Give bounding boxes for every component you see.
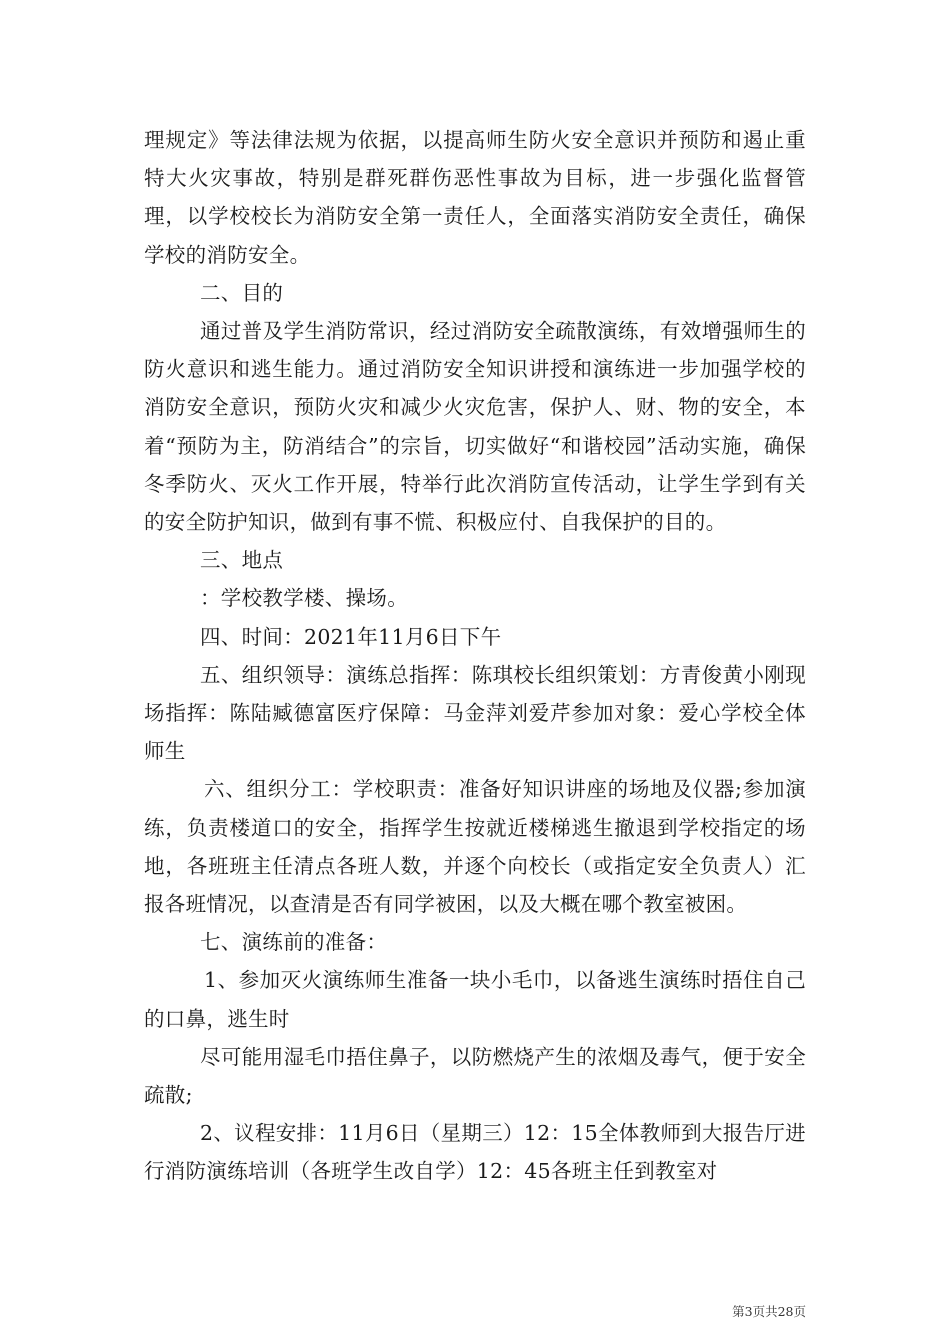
section-heading-preparation: 七、演练前的准备： xyxy=(200,930,388,955)
preparation-item-1-continued: 尽可能用湿毛巾捂住鼻子，以防燃烧产生的浓烟及毒气，便于安全疏散; xyxy=(144,1044,806,1108)
preparation-item-2: 2、议程安排：11月6日（星期三）12：15全体教师到大报告厅进行消防演练培训（各班学生改自学）12：45各班主任到教室对 xyxy=(144,1121,806,1184)
section-time: 四、时间：2021年11月6日下午 xyxy=(200,624,502,649)
paragraph-location: ：学校教学楼、操场。 xyxy=(200,586,408,611)
page-number: 第3页共28页 xyxy=(732,1304,806,1319)
section-heading-purpose: 二、目的 xyxy=(200,280,284,305)
section-leadership: 五、组织领导：演练总指挥：陈琪校长组织策划：方青俊黄小刚现场指挥：陈陆臧德富医疗保障：马金萍刘爱芹参加对象：爱心学校全体师生 xyxy=(144,662,806,764)
section-heading-location: 三、地点 xyxy=(200,548,284,573)
document-body xyxy=(144,121,806,1191)
paragraph-intro-continued: 理规定》等法律法规为依据，以提高师生防火安全意识并预防和遏止重特大火灾事故，特别是群死群伤恶性事故为目标，进一步强化监督管理，以学校校长为消防安全第一责任人，全面落实消防安全责任，确保学校的消防安全。 xyxy=(144,128,806,267)
section-division-of-work: 六、组织分工：学校职责：准备好知识讲座的场地及仪器;参加演练，负责楼道口的安全，指挥学生按就近楼梯逃生撤退到学校指定的场地，各班班主任清点各班人数，并逐个向校长（或指定安全负责人）汇报各班情况，以查清是否有同学被困，以及大概在哪个教室被困。 xyxy=(144,777,806,917)
paragraph-purpose: 通过普及学生消防常识，经过消防安全疏散演练，有效增强师生的防火意识和逃生能力。通过消防安全知识讲授和演练进一步加强学校的消防安全意识，预防火灾和减少火灾危害，保护人、财、物的安全，本着“预防为主，防消结合”的宗旨，切实做好“和谐校园”活动实施，确保冬季防火、灭火工作开展，特举行此次消防宣传活动，让学生学到有关的安全防护知识，做到有事不慌、积极应付、自我保护的目的。 xyxy=(144,319,806,535)
preparation-item-1: 1、参加灭火演练师生准备一块小毛巾，以备逃生演练时捂住自己的口鼻，逃生时 xyxy=(144,968,806,1031)
